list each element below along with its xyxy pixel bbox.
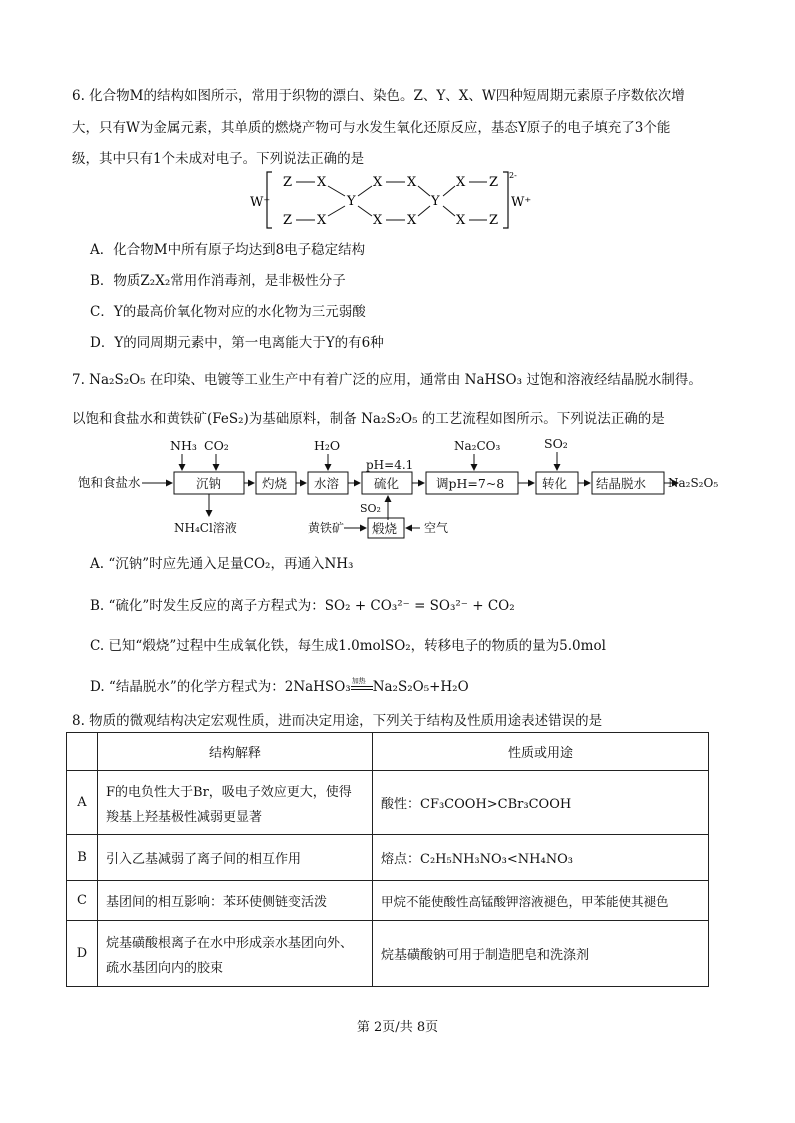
atom-z: Z xyxy=(489,175,499,190)
flow-ph41: pH=4.1 xyxy=(366,458,414,472)
q6-stem-line1: 6. 化合物M的结构如图所示，常用于织物的漂白、染色。Z、Y、X、W四种短周期元素原子序数依次增 xyxy=(72,88,685,104)
q7-option-a[interactable]: A. “沉钠”时应先通入足量CO₂，再通入NH₃ xyxy=(90,556,354,572)
q7-flow-diagram xyxy=(70,434,730,546)
flow-h2o: H₂O xyxy=(314,438,341,453)
q7-option-d[interactable] xyxy=(90,675,469,695)
q8-table xyxy=(66,732,709,987)
struct-w-left: W⁺ xyxy=(250,195,271,210)
q8-stem: 8. 物质的微观结构决定宏观性质，进而决定用途，下列关于结构及性质用途表述错误的是 xyxy=(72,713,603,729)
header-structure: 结构解释 xyxy=(98,733,373,771)
atom-x: X xyxy=(456,175,466,190)
flow-co2: CO₂ xyxy=(204,438,229,453)
flow-label-adjust-ph: 调pH=7~8 xyxy=(436,476,505,491)
q6-option-a[interactable]: A．化合物M中所有原子均达到8电子稳定结构 xyxy=(90,242,366,258)
q6-stem-line3: 级，其中只有1个未成对电子。下列说法正确的是 xyxy=(72,151,365,167)
atom-x: X xyxy=(456,213,466,228)
table-row xyxy=(67,835,709,881)
row-structure: F的电负性大于Br，吸电子效应更大，使得 羧基上羟基极性减弱更显著 xyxy=(98,771,373,835)
q6-option-b-pre: B．物质 xyxy=(90,273,141,289)
row-property: 熔点：C₂H₅NH₃NO₃<NH₄NO₃ xyxy=(373,835,709,881)
flow-na2co3: Na₂CO₃ xyxy=(454,439,501,453)
row-key: C xyxy=(67,881,98,921)
flow-pyrite: 黄铁矿 xyxy=(308,521,345,535)
q7-stem-line1: 7. Na₂S₂O₅ 在印染、电镀等工业生产中有着广泛的应用，通常由 NaHSO₃ 过饱和溶液经结晶脱水制得。 xyxy=(72,372,702,388)
flow-label-sulfurize: 硫化 xyxy=(374,476,400,491)
q7-stem-line2: 以饱和食盐水和黄铁矿(FeS₂)为基础原料，制备 Na₂S₂O₅ 的工艺流程如图所示。下列说法正确的是 xyxy=(72,411,665,427)
q7-option-d-post: Na₂S₂O₅+H₂O xyxy=(372,679,469,695)
flow-label-dissolve: 水溶 xyxy=(314,476,340,491)
table-row xyxy=(67,921,709,987)
q6-option-b-post: 常用作消毒剂，是非极性分子 xyxy=(170,273,346,289)
flow-label-convert: 转化 xyxy=(542,476,568,491)
flow-label-precipitate: 沉钠 xyxy=(196,476,222,491)
atom-y: Y xyxy=(431,194,440,209)
q7-option-c[interactable]: C. 已知“煅烧”过程中生成氧化铁，每生成1.0molSO₂，转移电子的物质的量为5.0mol xyxy=(90,638,606,654)
row-structure: 基团间的相互影响：苯环使侧链变活泼 xyxy=(98,881,373,921)
flow-product: Na₂S₂O₅ xyxy=(668,476,719,490)
flow-label-crystallize: 结晶脱水 xyxy=(596,476,647,491)
flow-input: 饱和食盐水 xyxy=(78,475,141,490)
flow-nh3: NH₃ xyxy=(170,438,197,453)
q6-stem-line2: 大，只有W为金属元素，其单质的燃烧产物可与水发生氧化还原反应，基态Y原子的电子填充了3个能 xyxy=(72,120,671,136)
row-property: 酸性：CF₃COOH>CBr₃COOH xyxy=(373,771,709,835)
flow-so2-mid: SO₂ xyxy=(360,502,381,515)
q7-option-d-pre: D. “结晶脱水”的化学方程式为：2NaHSO₃ xyxy=(90,679,351,695)
row-key: D xyxy=(67,921,98,987)
flow-label-calcine: 煅烧 xyxy=(372,521,398,536)
q7-option-b[interactable]: B. “硫化”时发生反应的离子方程式为：SO₂ + CO₃²⁻ = SO₃²⁻ + CO₂ xyxy=(90,598,515,614)
table-header-row xyxy=(67,733,709,771)
flow-so2-top: SO₂ xyxy=(544,436,568,451)
table-row xyxy=(67,771,709,835)
table-row xyxy=(67,881,709,921)
q6-structure-diagram xyxy=(250,166,540,236)
atom-x: X xyxy=(373,175,383,190)
row-key: A xyxy=(67,771,98,835)
page-footer: 第 2页/共 8页 xyxy=(356,1020,439,1035)
atom-y: Y xyxy=(347,194,356,209)
flow-label-roast: 灼烧 xyxy=(262,476,288,491)
atom-x: X xyxy=(373,213,383,228)
row-structure: 烷基磺酸根离子在水中形成亲水基团向外、 疏水基团向内的胶束 xyxy=(98,921,373,987)
atom-x: X xyxy=(407,175,417,190)
struct-charge: 2- xyxy=(509,171,517,180)
atom-z: Z xyxy=(283,213,293,228)
atom-z: Z xyxy=(489,213,499,228)
q6-option-c[interactable]: C．Y的最高价氧化物对应的水化物为三元弱酸 xyxy=(90,304,366,320)
q6-option-d[interactable]: D．Y的同周期元素中，第一电离能大于Y的有6种 xyxy=(90,335,384,351)
flow-air: 空气 xyxy=(424,521,449,535)
q7-option-d-condition: 加热 xyxy=(351,683,373,693)
struct-w-right: W⁺ xyxy=(511,195,532,210)
row-key: B xyxy=(67,835,98,881)
q6-option-b-formula: Z₂X₂ xyxy=(140,273,171,289)
header-blank xyxy=(67,733,98,771)
q6-option-b[interactable] xyxy=(90,269,346,289)
flow-nh4cl: NH₄Cl溶液 xyxy=(174,521,237,535)
atom-x: X xyxy=(317,213,327,228)
row-property: 烷基磺酸钠可用于制造肥皂和洗涤剂 xyxy=(373,921,709,987)
row-property: 甲烷不能使酸性高锰酸钾溶液褪色，甲苯能使其褪色 xyxy=(373,881,709,921)
atom-z: Z xyxy=(283,175,293,190)
atom-x: X xyxy=(317,175,327,190)
row-structure: 引入乙基减弱了离子间的相互作用 xyxy=(98,835,373,881)
atom-x: X xyxy=(407,213,417,228)
header-property: 性质或用途 xyxy=(373,733,709,771)
